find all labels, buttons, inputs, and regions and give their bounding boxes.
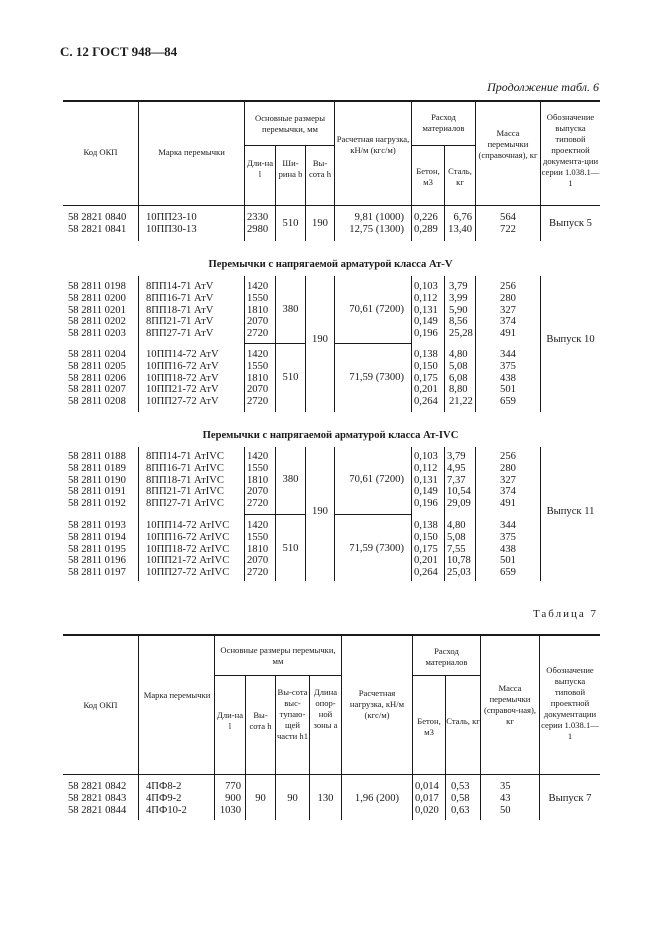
table-cell: 3,79 <box>449 281 468 292</box>
table-cell: 5,90 <box>449 304 468 316</box>
table-cell: 0,201 <box>414 384 438 396</box>
table-cell: 375 <box>500 531 516 543</box>
g0-mass <box>476 212 540 236</box>
table-7-title: Таблица 7 <box>532 608 598 620</box>
table-cell: 25,03 <box>447 567 471 579</box>
table-cell: 0,196 <box>414 498 438 510</box>
table-cell: 491 <box>500 498 516 510</box>
table-cell: 722 <box>500 223 516 235</box>
table-cell: 43 <box>500 792 511 804</box>
t7-header-step-height: Вы-сота выс-тупаю-щей части h1 <box>276 687 309 741</box>
s1a-marks <box>146 281 213 340</box>
table-cell: 0,138 <box>414 520 438 531</box>
s1b-concrete <box>414 349 438 408</box>
s2a-steel <box>447 451 471 510</box>
table-cell: 58 2821 0841 <box>68 223 127 235</box>
table-cell: 7,55 <box>447 543 466 555</box>
s2b-lengths <box>247 520 268 579</box>
g0-marks <box>146 212 197 236</box>
table-cell: 10ПП23-10 <box>146 212 197 223</box>
s1b-codes <box>68 349 126 408</box>
table-cell: 0,103 <box>414 451 438 462</box>
table-cell: 58 2811 0202 <box>68 316 126 328</box>
t7-height: 90 <box>255 793 266 804</box>
s1-series: Выпуск 10 <box>546 334 595 345</box>
table-cell: 0,58 <box>451 792 470 804</box>
t7-header-height: Вы-сота h <box>249 710 272 731</box>
table-cell: 1550 <box>247 292 269 304</box>
table-cell: 280 <box>500 292 516 304</box>
t7-header-mass: Масса перемычки (справоч-ная), кг <box>483 683 537 726</box>
table-cell: 2720 <box>247 396 269 408</box>
t6-header-code: Код ОКП <box>83 147 118 157</box>
t7-concrete <box>415 781 439 816</box>
table-cell: 10ПП18-72 АтV <box>146 372 219 384</box>
table-cell: 2070 <box>247 486 269 498</box>
table-cell: 10ПП14-72 АтIVС <box>146 520 230 531</box>
s1b-load: 71,59 (7300) <box>349 372 404 383</box>
table-cell: 374 <box>500 316 516 328</box>
t7-header-series: Обозначение выпуска типовой проектной документации серии 1.038.1—1 <box>541 665 599 741</box>
table-cell: 10ПП21-72 АтV <box>146 384 219 396</box>
t7-header-materials: Расход материалов <box>425 646 468 667</box>
table-cell: 0,196 <box>414 328 438 340</box>
s1a-concrete <box>414 281 438 340</box>
table-cell: 58 2811 0208 <box>68 396 126 408</box>
table-cell: 2070 <box>247 384 269 396</box>
table-cell: 10,54 <box>447 486 471 498</box>
s2a-load: 70,61 (7200) <box>349 474 404 485</box>
table-cell: 0,131 <box>414 304 438 316</box>
table-cell: 0,112 <box>414 462 438 474</box>
table-cell: 0,150 <box>414 360 438 372</box>
table-cell: 1420 <box>247 520 269 531</box>
table-cell: 1550 <box>247 462 269 474</box>
table-cell: 58 2811 0200 <box>68 292 126 304</box>
table-cell: 1810 <box>247 474 269 486</box>
table-cell: 0,149 <box>414 316 438 328</box>
table-cell: 50 <box>500 804 511 816</box>
table-cell: 2070 <box>247 316 269 328</box>
s1b-steel <box>449 349 473 408</box>
table-cell: 327 <box>500 474 516 486</box>
table-cell: 1550 <box>247 531 269 543</box>
g0-width: 510 <box>282 218 299 229</box>
s2a-codes <box>68 451 126 510</box>
table-cell: 0,112 <box>414 292 438 304</box>
t6-header-length: Дли-на l <box>246 158 274 179</box>
s1a-load: 70,61 (7200) <box>349 304 404 315</box>
table-cell: 2330 <box>247 212 269 223</box>
s2b-codes <box>68 520 126 579</box>
s2b-mass <box>476 520 540 579</box>
table-cell: 327 <box>500 304 516 316</box>
table-cell: 58 2811 0204 <box>68 349 126 360</box>
table-cell: 2720 <box>247 328 269 340</box>
table-cell: 25,28 <box>449 328 473 340</box>
s1b-lengths <box>247 349 268 408</box>
t7-header-code: Код ОКП <box>83 700 118 710</box>
table-cell: 10ПП14-72 АтV <box>146 349 219 360</box>
t7-mass <box>500 781 511 816</box>
table-cell: 491 <box>500 328 516 340</box>
g0-concrete <box>414 212 438 236</box>
s2b-marks <box>146 520 229 579</box>
table-cell: 9,81 (1000) <box>354 212 404 223</box>
table-cell: 501 <box>500 555 516 567</box>
table-cell: 10ПП27-72 АтV <box>146 396 219 408</box>
s2b-load: 71,59 (7300) <box>349 543 404 554</box>
s1a-steel <box>449 281 473 340</box>
table-cell: 35 <box>500 781 511 792</box>
s2a-concrete <box>414 451 438 510</box>
s2a-marks <box>146 451 224 510</box>
table-cell: 659 <box>500 567 516 579</box>
s1b-mass <box>476 349 540 408</box>
t6-header-height: Вы-сота h <box>308 158 332 179</box>
t7-support-zone: 130 <box>317 793 334 804</box>
table-cell: 900 <box>225 792 241 804</box>
table-cell: 0,289 <box>414 223 438 235</box>
table-cell: 58 2811 0205 <box>68 360 126 372</box>
table-cell: 4,80 <box>449 349 468 360</box>
table-cell: 8ПП27-71 АтIVС <box>146 498 224 510</box>
t6-header-concrete: Бетон, м3 <box>416 166 440 187</box>
table-cell: 58 2811 0196 <box>68 555 126 567</box>
table-cell: 1420 <box>247 451 269 462</box>
g0-height: 190 <box>312 218 328 229</box>
g0-lengths <box>247 212 268 236</box>
table-cell: 10ПП16-72 АтIVС <box>146 531 230 543</box>
s1-height: 190 <box>312 334 328 345</box>
table-cell: 2720 <box>247 567 269 579</box>
table-cell: 5,08 <box>447 531 466 543</box>
table-cell: 58 2821 0844 <box>68 804 127 816</box>
table-cell: 438 <box>500 543 516 555</box>
table-cell: 659 <box>500 396 516 408</box>
table-cell: 58 2811 0198 <box>68 281 126 292</box>
t7-header-concrete: Бетон, м3 <box>417 716 441 737</box>
page-header: С. 12 ГОСТ 948—84 <box>60 44 178 59</box>
table-cell: 58 2811 0203 <box>68 328 126 340</box>
continuation-label: Продолжение табл. 6 <box>487 80 599 94</box>
table-cell: 58 2821 0840 <box>68 212 127 223</box>
table-cell: 0,014 <box>415 781 439 792</box>
t6-header-dims: Основные размеры перемычки, мм <box>254 113 326 134</box>
table-cell: 564 <box>500 212 516 223</box>
table-cell: 256 <box>500 451 516 462</box>
table-cell: 0,131 <box>414 474 438 486</box>
table-cell: 0,020 <box>415 804 439 816</box>
t7-series: Выпуск 7 <box>548 793 592 804</box>
s2-series: Выпуск 11 <box>546 506 595 517</box>
table-cell: 1420 <box>247 281 269 292</box>
table-cell: 256 <box>500 281 516 292</box>
table-cell: 12,75 (1300) <box>349 223 404 235</box>
table-cell: 10ПП30-13 <box>146 223 197 235</box>
table-cell: 29,09 <box>447 498 471 510</box>
table-cell: 1810 <box>247 372 269 384</box>
s2-height: 190 <box>312 506 328 517</box>
table-cell: 5,08 <box>449 360 468 372</box>
table-cell: 3,79 <box>447 451 466 462</box>
table-cell: 344 <box>500 520 516 531</box>
table-cell: 58 2811 0190 <box>68 474 126 486</box>
table-cell: 0,103 <box>414 281 438 292</box>
t7-header-mark: Марка перемычки <box>143 690 211 700</box>
table-cell: 8ПП21-71 АтV <box>146 316 214 328</box>
t7-steel <box>451 781 470 816</box>
s1a-codes <box>68 281 126 340</box>
t6-header-steel: Сталь, кг <box>448 166 472 187</box>
s2b-steel <box>447 520 471 579</box>
table-cell: 58 2811 0192 <box>68 498 126 510</box>
table-cell: 0,150 <box>414 531 438 543</box>
s2b-concrete <box>414 520 438 579</box>
table-cell: 4ПФ9-2 <box>146 792 182 804</box>
table-cell: 374 <box>500 486 516 498</box>
table-cell: 58 2811 0188 <box>68 451 126 462</box>
table-cell: 8ПП18-71 АтIVС <box>146 474 224 486</box>
s1a-lengths <box>247 281 268 340</box>
table-cell: 4,80 <box>447 520 466 531</box>
table-cell: 0,53 <box>451 781 470 792</box>
table-cell: 8ПП14-71 АтIVС <box>146 451 224 462</box>
table-cell: 0,201 <box>414 555 438 567</box>
table-cell: 8ПП16-71 АтV <box>146 292 214 304</box>
table-cell: 58 2811 0189 <box>68 462 126 474</box>
table-cell: 58 2811 0191 <box>68 486 126 498</box>
table-cell: 58 2811 0195 <box>68 543 126 555</box>
t7-header-dims: Основные размеры перемычки, мм <box>220 645 336 666</box>
t7-header-length: Дли-на l <box>216 710 244 731</box>
table-cell: 58 2811 0207 <box>68 384 126 396</box>
table-cell: 0,264 <box>414 567 438 579</box>
table-cell: 4ПФ10-2 <box>146 804 187 816</box>
table-cell: 58 2811 0201 <box>68 304 126 316</box>
table-cell: 2720 <box>247 498 269 510</box>
table-cell: 438 <box>500 372 516 384</box>
table-cell: 1810 <box>247 543 269 555</box>
s2a-mass <box>476 451 540 510</box>
s2a-lengths <box>247 451 268 510</box>
table-cell: 10,78 <box>447 555 471 567</box>
section-2-title: Перемычки с напрягаемой арматурой класса Ат-IVС <box>202 430 459 441</box>
table-cell: 58 2811 0197 <box>68 567 126 579</box>
t6-header-mass: Масса перемычки (справочная), кг <box>478 128 538 160</box>
table-cell: 3,99 <box>449 292 468 304</box>
s2b-width: 510 <box>282 543 299 554</box>
g0-codes <box>68 212 126 236</box>
table-cell: 280 <box>500 462 516 474</box>
table-cell: 0,264 <box>414 396 438 408</box>
table-cell: 0,175 <box>414 372 438 384</box>
t6-header-load: Расчетная нагрузка, кН/м (кгс/м) <box>336 134 410 155</box>
s1b-marks <box>146 349 219 408</box>
t7-header-load: Расчетная нагрузка, кН/м (кгс/м) <box>349 688 405 720</box>
table-cell: 0,138 <box>414 349 438 360</box>
s1b-width: 510 <box>282 372 299 383</box>
table-cell: 1550 <box>247 360 269 372</box>
t6-header-materials: Расход материалов <box>422 112 465 133</box>
t7-marks <box>146 781 187 816</box>
table-cell: 1810 <box>247 304 269 316</box>
table-cell: 2980 <box>247 223 269 235</box>
table-cell: 8,56 <box>449 316 468 328</box>
table-cell: 10ПП27-72 АтIVС <box>146 567 230 579</box>
s1a-width: 380 <box>282 304 299 315</box>
table-cell: 0,226 <box>414 212 438 223</box>
table-cell: 0,63 <box>451 804 470 816</box>
table-cell: 10ПП21-72 АтIVС <box>146 555 230 567</box>
table-cell: 7,37 <box>447 474 466 486</box>
g0-steel <box>445 212 472 236</box>
table-cell: 58 2821 0843 <box>68 792 127 804</box>
table-cell: 10ПП16-72 АтV <box>146 360 219 372</box>
table-cell: 8ПП18-71 АтV <box>146 304 214 316</box>
table-cell: 58 2811 0206 <box>68 372 126 384</box>
t6-header-mark: Марка перемычки <box>158 147 225 157</box>
table-cell: 13,40 <box>448 223 472 235</box>
t7-lengths <box>215 781 241 816</box>
table-cell: 8ПП16-71 АтIVС <box>146 462 224 474</box>
table-cell: 58 2821 0842 <box>68 781 127 792</box>
table-cell: 2070 <box>247 555 269 567</box>
table-cell: 10ПП18-72 АтIVС <box>146 543 230 555</box>
t7-codes <box>68 781 126 816</box>
t7-step-height: 90 <box>287 793 298 804</box>
t7-header-support-zone: Длина опор-ной зоны a <box>313 687 338 730</box>
table-cell: 0,175 <box>414 543 438 555</box>
table-cell: 8,80 <box>449 384 468 396</box>
table-cell: 1030 <box>219 804 241 816</box>
table-cell: 375 <box>500 360 516 372</box>
table-cell: 58 2811 0194 <box>68 531 126 543</box>
table-cell: 501 <box>500 384 516 396</box>
table-cell: 770 <box>225 781 241 792</box>
t6-header-width: Ши-рина b <box>278 158 303 179</box>
table-cell: 58 2811 0193 <box>68 520 126 531</box>
t6-header-series: Обозначение выпуска типовой проектной документа-ции серии 1.038.1—1 <box>541 112 600 188</box>
g0-loads <box>335 212 404 236</box>
table-cell: 4ПФ8-2 <box>146 781 182 792</box>
s2a-width: 380 <box>282 474 299 485</box>
table-cell: 21,22 <box>449 396 473 408</box>
t7-header-steel: Сталь, кг <box>446 716 480 726</box>
table-cell: 344 <box>500 349 516 360</box>
g0-series: Выпуск 5 <box>549 218 592 229</box>
table-cell: 6,08 <box>449 372 468 384</box>
table-cell: 8ПП21-71 АтIVС <box>146 486 224 498</box>
table-cell: 0,149 <box>414 486 438 498</box>
table-cell: 8ПП27-71 АтV <box>146 328 214 340</box>
s1a-mass <box>476 281 540 340</box>
table-cell: 1420 <box>247 349 269 360</box>
table-cell: 0,017 <box>415 792 439 804</box>
table-cell: 4,95 <box>447 462 466 474</box>
table-cell: 8ПП14-71 АтV <box>146 281 214 292</box>
t7-load: 1,96 (200) <box>354 793 400 804</box>
section-1-title: Перемычки с напрягаемой арматурой класса Ат-V <box>208 259 453 270</box>
table-cell: 6,76 <box>453 212 472 223</box>
